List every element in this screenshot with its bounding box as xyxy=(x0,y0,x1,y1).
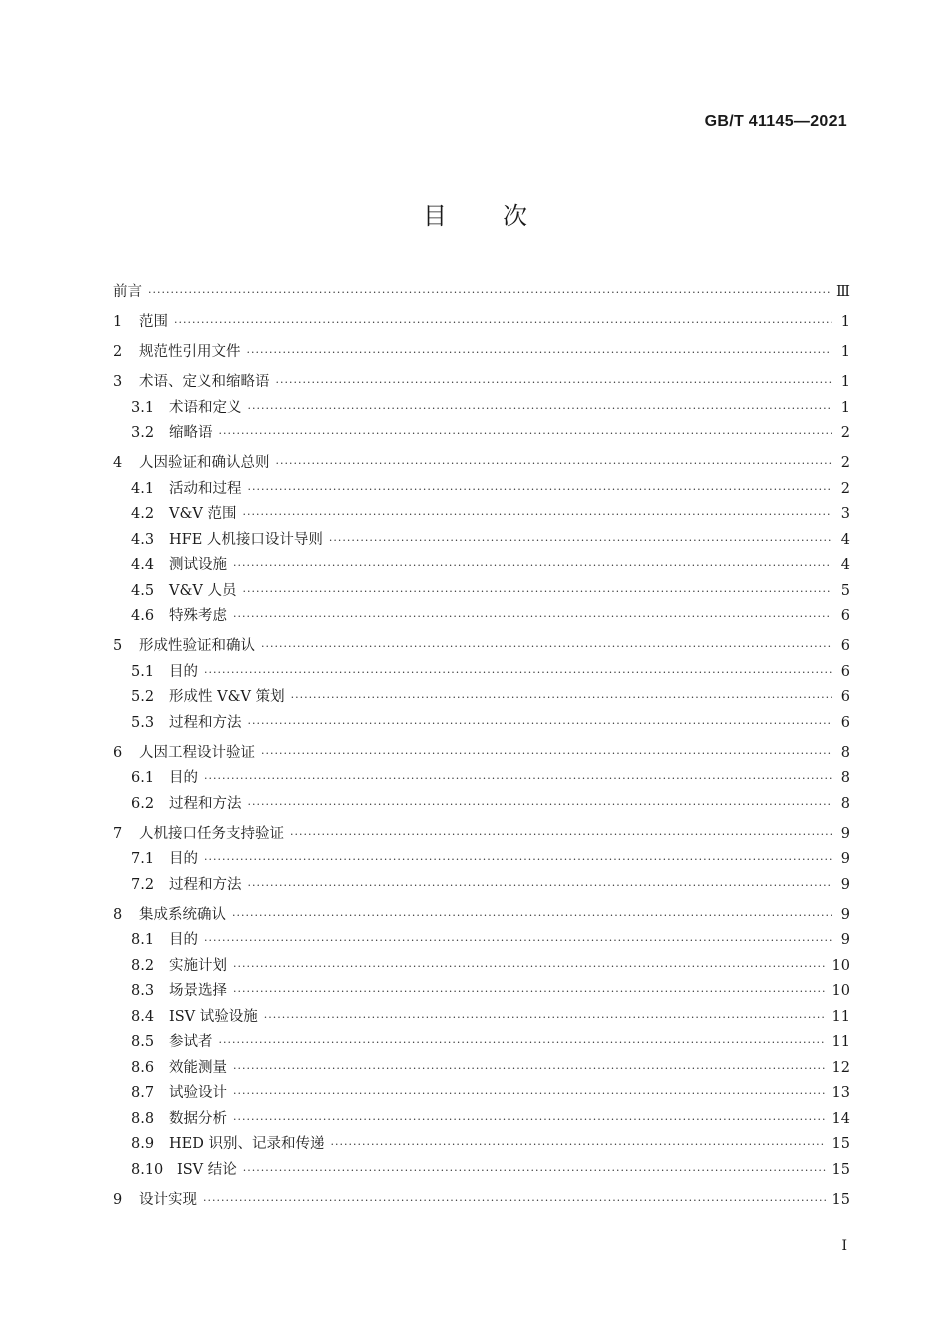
dot-leader xyxy=(242,585,832,598)
toc-entry-label: 前言 xyxy=(113,284,142,300)
toc-entry[interactable] xyxy=(113,954,850,980)
toc-entry-page: 4 xyxy=(840,531,850,548)
toc-entry[interactable] xyxy=(113,685,850,711)
toc-entry[interactable] xyxy=(113,421,850,447)
toc-entry-label: 实施计划 xyxy=(169,957,227,974)
toc-entry-number: 6.1 xyxy=(131,770,155,786)
standard-number: GB/T 41145—2021 xyxy=(704,113,847,130)
toc-entry[interactable] xyxy=(113,1056,850,1082)
toc-entry[interactable] xyxy=(113,502,850,528)
toc-entry-page: 8 xyxy=(840,795,850,812)
toc-entry[interactable] xyxy=(113,1132,850,1158)
toc-entry-number: 4.5 xyxy=(131,582,155,599)
toc-entry-number: 6.2 xyxy=(131,795,155,812)
toc-entry[interactable] xyxy=(113,528,850,554)
toc-entry[interactable] xyxy=(113,873,850,899)
toc-entry-page: 9 xyxy=(840,906,850,923)
toc-entry[interactable] xyxy=(113,903,850,929)
toc-entry[interactable] xyxy=(113,1081,850,1107)
dot-leader xyxy=(291,691,832,704)
toc-entry-page: 2 xyxy=(840,425,850,441)
toc-entry-number: 8.1 xyxy=(131,932,155,948)
dot-leader xyxy=(233,1113,826,1126)
toc-entry-page: 10 xyxy=(831,957,850,974)
toc-entry-page: 5 xyxy=(840,582,850,599)
dot-leader xyxy=(247,346,833,359)
toc-entry-number: 5 xyxy=(113,638,123,654)
dot-leader xyxy=(261,747,832,760)
toc-entry-page: 2 xyxy=(840,455,850,471)
toc-entry-page: 11 xyxy=(831,1008,850,1025)
dot-leader xyxy=(233,1062,826,1075)
toc-entry-label: V&V 范围 xyxy=(169,506,237,522)
toc-entry-label: 术语、定义和缩略语 xyxy=(139,374,270,390)
toc-entry-number: 3 xyxy=(113,374,123,390)
toc-entry-label: 数据分析 xyxy=(169,1110,227,1127)
toc-entry-label: 设计实现 xyxy=(139,1191,197,1208)
toc-entry-number: 1 xyxy=(113,314,123,330)
toc-entry[interactable] xyxy=(113,579,850,605)
toc-entry-number: 8.7 xyxy=(131,1085,155,1101)
toc-entry[interactable] xyxy=(113,340,850,366)
toc-entry-number: 3.2 xyxy=(131,425,155,441)
toc-entry-page: 9 xyxy=(840,876,850,893)
toc-entry[interactable] xyxy=(113,1030,850,1056)
toc-entry-page: 6 xyxy=(840,608,850,624)
dot-leader xyxy=(276,376,833,389)
dot-leader xyxy=(248,402,833,415)
toc-entry-number: 4 xyxy=(113,455,123,471)
toc-entry-page: 8 xyxy=(840,744,850,761)
toc-entry-page: 8 xyxy=(840,770,850,786)
toc-entry-page: 1 xyxy=(840,374,850,390)
toc-entry-label: 场景选择 xyxy=(169,983,227,999)
dot-leader xyxy=(233,960,826,973)
toc-entry[interactable] xyxy=(113,553,850,579)
toc-entry-page: 2 xyxy=(840,480,850,497)
toc-entry-number: 8.8 xyxy=(131,1110,155,1127)
toc-entry-page: 15 xyxy=(831,1191,850,1208)
dot-leader xyxy=(174,316,832,329)
toc-entry[interactable] xyxy=(113,370,850,396)
toc-entry-label: 效能测量 xyxy=(169,1059,227,1076)
toc-entry-number: 4.6 xyxy=(131,608,155,624)
toc-entry[interactable] xyxy=(113,1107,850,1133)
toc-entry-label: 过程和方法 xyxy=(169,876,242,893)
toc-entry-label: V&V 人员 xyxy=(169,582,237,599)
toc-entry-number: 8.2 xyxy=(131,957,155,974)
toc-entry[interactable] xyxy=(113,1158,850,1184)
toc-entry-number: 5.3 xyxy=(131,714,155,731)
toc-entry[interactable] xyxy=(113,979,850,1005)
dot-leader xyxy=(329,534,832,547)
toc-entry[interactable] xyxy=(113,928,850,954)
dot-leader xyxy=(261,640,832,653)
toc-entry[interactable] xyxy=(113,1005,850,1031)
toc-entry-page: 1 xyxy=(840,399,850,416)
toc-entry-number: 4.3 xyxy=(131,531,155,548)
dot-leader xyxy=(233,1087,826,1100)
toc-entry-label: 规范性引用文件 xyxy=(139,344,241,360)
toc-entry[interactable] xyxy=(113,660,850,686)
toc-entry-number: 7.2 xyxy=(131,876,155,893)
toc-entry-label: ISV 结论 xyxy=(177,1161,237,1178)
toc-entry-label: 集成系统确认 xyxy=(139,906,226,923)
toc-entry-label: 测试设施 xyxy=(169,557,227,573)
toc-entry-number: 2 xyxy=(113,344,123,360)
toc-entry-label: 试验设计 xyxy=(169,1085,227,1101)
toc-entry-number: 4.2 xyxy=(131,506,155,522)
dot-leader xyxy=(203,1194,826,1207)
toc-entry-label: HFE 人机接口设计导则 xyxy=(169,531,323,548)
dot-leader xyxy=(219,427,833,440)
dot-leader xyxy=(233,985,826,998)
toc-entry-label: 人机接口任务支持验证 xyxy=(139,825,284,842)
toc-entry-label: 目的 xyxy=(169,932,198,948)
toc-entry[interactable] xyxy=(113,310,850,336)
toc-entry-number: 4.1 xyxy=(131,480,155,497)
toc-entry-page: 6 xyxy=(840,689,850,705)
dot-leader xyxy=(248,798,833,811)
table-of-contents xyxy=(113,280,850,1213)
toc-entry-label: 目的 xyxy=(169,770,198,786)
toc-entry[interactable] xyxy=(113,711,850,737)
dot-leader xyxy=(248,717,833,730)
toc-entry-label: 参试者 xyxy=(169,1034,213,1050)
toc-entry[interactable] xyxy=(113,477,850,503)
toc-entry-page: 9 xyxy=(840,851,850,867)
toc-entry-number: 8.6 xyxy=(131,1059,155,1076)
dot-leader xyxy=(232,909,832,922)
page-title: 目次 xyxy=(423,202,583,230)
toc-entry-label: 过程和方法 xyxy=(169,714,242,731)
toc-entry-label: 形成性 V&V 策划 xyxy=(169,689,285,705)
toc-entry-number: 8.4 xyxy=(131,1008,155,1025)
dot-leader xyxy=(248,483,833,496)
page-number: I xyxy=(841,1238,847,1254)
dot-leader xyxy=(148,286,830,299)
toc-entry-label: ISV 试验设施 xyxy=(169,1008,258,1025)
toc-entry-number: 5.1 xyxy=(131,663,155,680)
toc-entry[interactable] xyxy=(113,822,850,848)
toc-entry[interactable] xyxy=(113,604,850,630)
toc-entry-number: 7.1 xyxy=(131,851,155,867)
dot-leader xyxy=(243,1164,826,1177)
toc-entry-number: 9 xyxy=(113,1191,123,1208)
toc-entry-page: 1 xyxy=(840,314,850,330)
toc-entry[interactable] xyxy=(113,634,850,660)
toc-entry-page: 14 xyxy=(831,1110,850,1127)
toc-entry[interactable] xyxy=(113,280,850,306)
toc-entry-page: 4 xyxy=(840,557,850,573)
toc-entry[interactable] xyxy=(113,741,850,767)
toc-entry-label: 人因工程设计验证 xyxy=(139,744,255,761)
dot-leader xyxy=(204,853,832,866)
toc-entry-label: HED 识别、记录和传递 xyxy=(169,1136,325,1152)
dot-leader xyxy=(233,610,832,623)
toc-entry-label: 范围 xyxy=(139,314,168,330)
toc-entry[interactable] xyxy=(113,766,850,792)
toc-entry[interactable] xyxy=(113,847,850,873)
dot-leader xyxy=(276,457,833,470)
toc-entry-page: 6 xyxy=(840,638,850,654)
toc-entry[interactable] xyxy=(113,451,850,477)
dot-leader xyxy=(248,879,833,892)
toc-entry[interactable] xyxy=(113,792,850,818)
toc-entry-number: 8.5 xyxy=(131,1034,155,1050)
dot-leader xyxy=(330,1138,825,1151)
toc-entry-number: 8.3 xyxy=(131,983,155,999)
dot-leader xyxy=(264,1011,826,1024)
toc-entry-label: 形成性验证和确认 xyxy=(139,638,255,654)
toc-entry-label: 缩略语 xyxy=(169,425,213,441)
toc-entry-page: 9 xyxy=(840,825,850,842)
dot-leader xyxy=(219,1036,826,1049)
toc-entry-label: 术语和定义 xyxy=(169,399,242,416)
toc-entry-label: 目的 xyxy=(169,851,198,867)
toc-entry-number: 7 xyxy=(113,825,123,842)
dot-leader xyxy=(204,934,832,947)
toc-entry-page: 15 xyxy=(831,1136,850,1152)
toc-entry-label: 过程和方法 xyxy=(169,795,242,812)
toc-entry-label: 目的 xyxy=(169,663,198,680)
toc-entry-label: 人因验证和确认总则 xyxy=(139,455,270,471)
toc-entry-number: 8.10 xyxy=(131,1161,164,1178)
dot-leader xyxy=(242,508,832,521)
toc-entry[interactable] xyxy=(113,1188,850,1214)
toc-entry-number: 3.1 xyxy=(131,399,155,416)
toc-entry-page: 1 xyxy=(840,344,850,360)
dot-leader xyxy=(233,559,832,572)
dot-leader xyxy=(290,828,832,841)
toc-entry-page: 12 xyxy=(831,1059,850,1076)
toc-entry-label: 活动和过程 xyxy=(169,480,242,497)
dot-leader xyxy=(204,666,832,679)
toc-entry-number: 6 xyxy=(113,744,123,761)
toc-entry-page: 3 xyxy=(840,506,850,522)
toc-entry-label: 特殊考虑 xyxy=(169,608,227,624)
toc-entry-page: 10 xyxy=(831,983,850,999)
toc-entry-page: 6 xyxy=(840,714,850,731)
toc-entry-page: 11 xyxy=(831,1034,850,1050)
toc-entry-number: 8.9 xyxy=(131,1136,155,1152)
toc-entry[interactable] xyxy=(113,396,850,422)
toc-entry-page: 9 xyxy=(840,932,850,948)
toc-entry-page: Ⅲ xyxy=(836,284,850,300)
toc-entry-number: 4.4 xyxy=(131,557,155,573)
toc-entry-number: 5.2 xyxy=(131,689,155,705)
toc-entry-number: 8 xyxy=(113,906,123,923)
dot-leader xyxy=(204,772,832,785)
toc-entry-page: 13 xyxy=(831,1085,850,1101)
toc-entry-page: 15 xyxy=(831,1161,850,1178)
toc-entry-page: 6 xyxy=(840,663,850,680)
